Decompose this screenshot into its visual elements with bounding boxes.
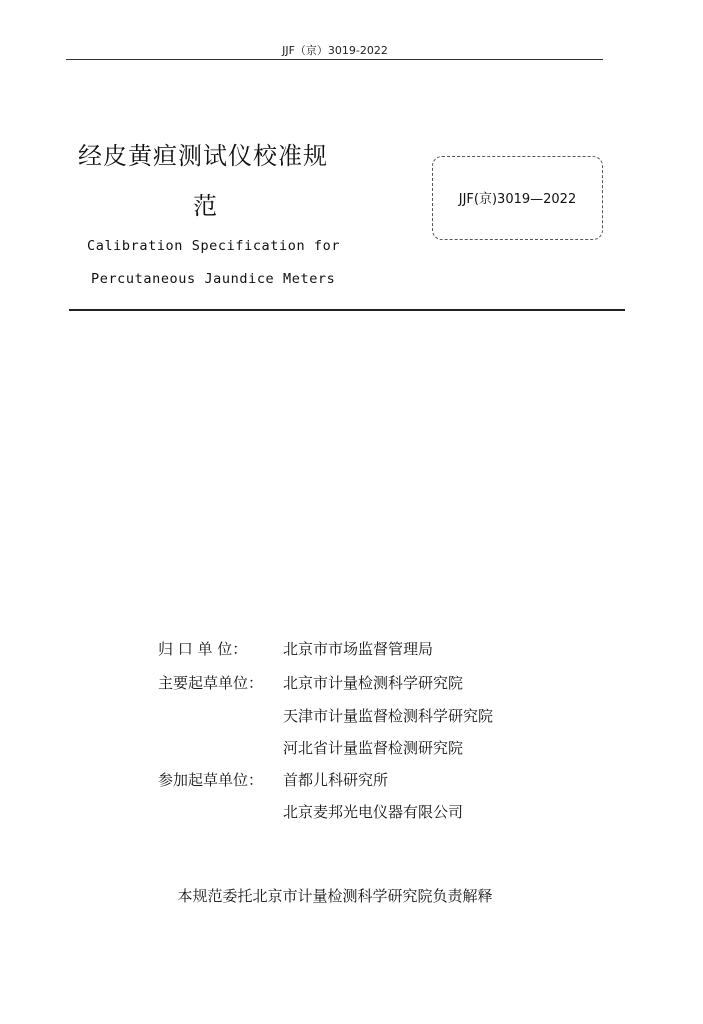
participating-unit-1: 首都儿科研究所 — [283, 771, 389, 789]
header-standard-code: JJF（京）3019-2022 — [282, 44, 388, 57]
participating-unit-label: 参加起草单位： — [158, 771, 264, 789]
title-divider — [69, 309, 625, 311]
title-chinese-line-1: 经皮黄疸测试仪校准规 — [78, 142, 328, 170]
drafting-unit-label: 主要起草单位： — [158, 674, 264, 692]
standard-code: JJF(京)3019—2022 — [458, 192, 577, 207]
responsible-unit-label: 归 口 单 位： — [158, 640, 248, 658]
responsible-unit-value: 北京市市场监督管理局 — [283, 640, 434, 658]
title-english-line-2: Percutaneous Jaundice Meters — [91, 271, 336, 287]
interpretation-note: 本规范委托北京市计量检测科学研究院负责解释 — [177, 887, 493, 905]
header-divider — [66, 59, 603, 60]
drafting-unit-3: 河北省计量监督检测研究院 — [283, 739, 464, 757]
drafting-unit-1: 北京市计量检测科学研究院 — [283, 674, 464, 692]
drafting-unit-2: 天津市计量监督检测科学研究院 — [283, 707, 494, 725]
participating-unit-2: 北京麦邦光电仪器有限公司 — [283, 803, 464, 821]
title-chinese-line-2: 范 — [193, 192, 217, 220]
title-english-line-1: Calibration Specification for — [87, 238, 341, 254]
